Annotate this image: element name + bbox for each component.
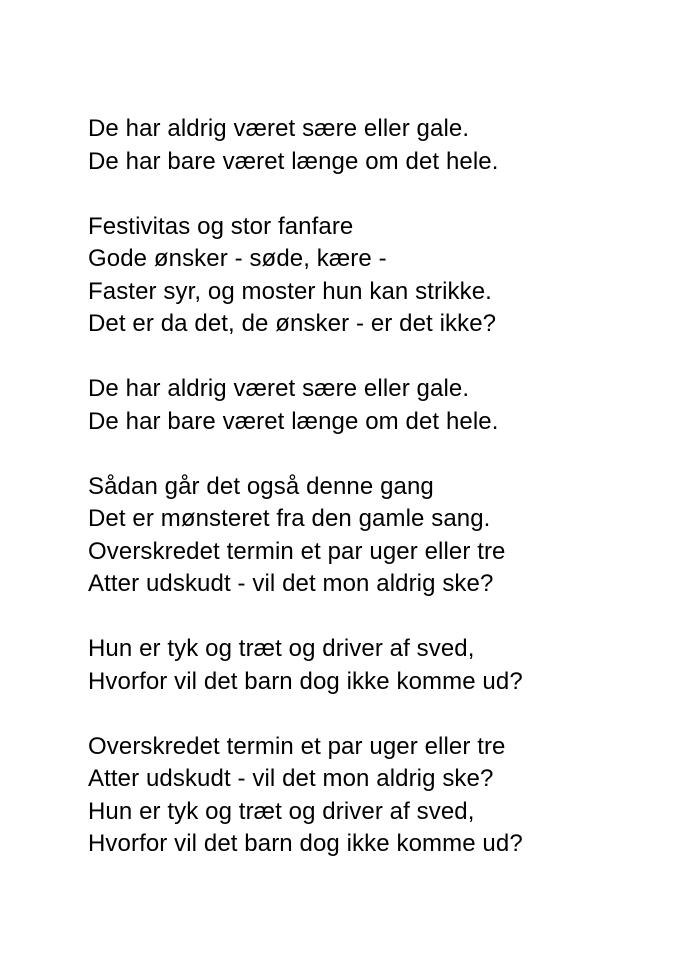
- poem-line: Atter udskudt - vil det mon aldrig ske?: [88, 765, 494, 792]
- stanza: [88, 113, 668, 178]
- poem-line: De har aldrig været sære eller gale.: [88, 115, 470, 142]
- poem-line: Gode ønsker - søde, kære -: [88, 245, 387, 272]
- stanza: [88, 731, 668, 861]
- poem-line: Hun er tyk og træt og driver af sved,: [88, 797, 475, 825]
- poem-text: [88, 113, 668, 861]
- poem-line: Det er mønsteret fra den gamle sang.: [88, 505, 491, 532]
- stanza: [88, 633, 668, 698]
- stanza: [88, 373, 668, 438]
- poem-line: De har bare været længe om det hele.: [88, 407, 499, 435]
- stanza: [88, 471, 668, 601]
- stanza: [88, 211, 668, 341]
- poem-line: Sådan går det også denne gang: [88, 472, 434, 500]
- poem-line: Festivitas og stor fanfare: [88, 212, 354, 240]
- poem-line: Atter udskudt - vil det mon aldrig ske?: [88, 570, 494, 597]
- poem-line: Hvorfor vil det barn dog ikke komme ud?: [88, 830, 523, 857]
- poem-line: Hun er tyk og træt og driver af sved,: [88, 635, 475, 662]
- poem-line: Hvorfor vil det barn dog ikke komme ud?: [88, 667, 523, 695]
- poem-line: Overskredet termin et par uger eller tre: [88, 537, 506, 565]
- poem-line: De har aldrig været sære eller gale.: [88, 375, 470, 402]
- poem-line: Faster syr, og moster hun kan strikke.: [88, 277, 492, 305]
- poem-line: De har bare været længe om det hele.: [88, 147, 499, 175]
- poem-line: Det er da det, de ønsker - er det ikke?: [88, 310, 497, 337]
- poem-line: Overskredet termin et par uger eller tre: [88, 732, 506, 760]
